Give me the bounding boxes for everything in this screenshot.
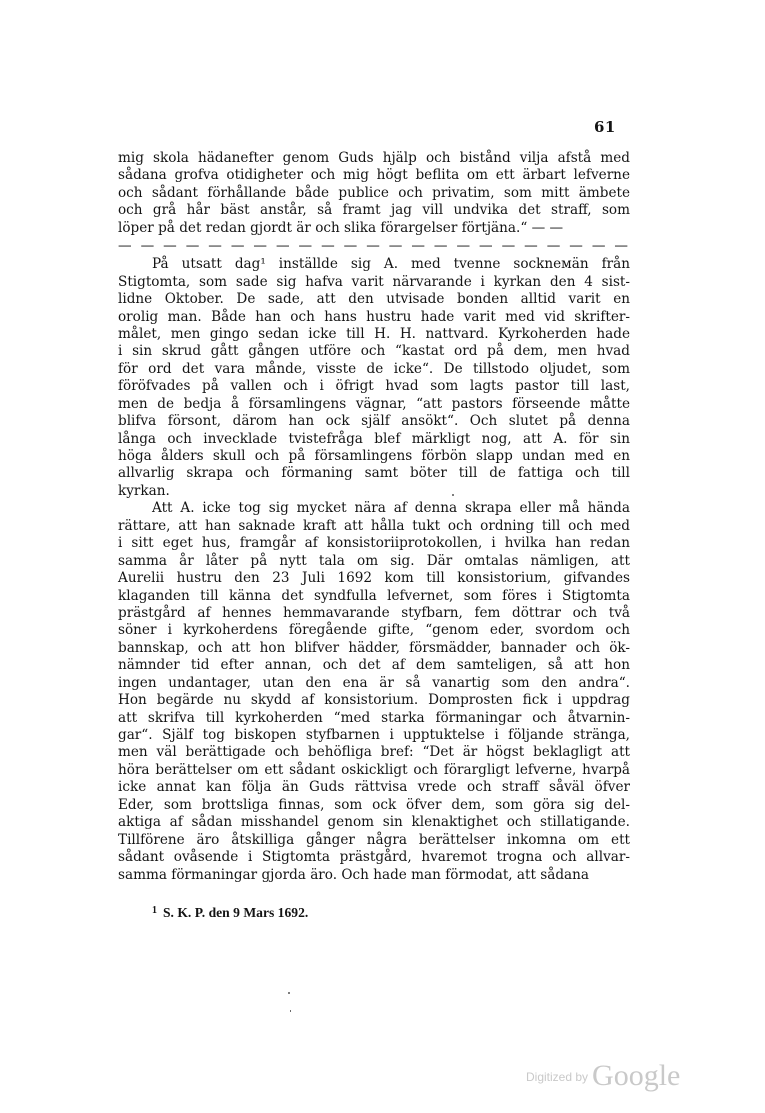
text-line: kyrkan. — [118, 482, 170, 499]
text-line: och grå hår bäst anstår, så framt jag vill undvika det straff, som — [118, 202, 630, 219]
body-text — [118, 150, 630, 884]
text-line: orolig man. Både han och hans hustru hade varit med vid skrifter- — [118, 308, 630, 325]
text-line: långa och invecklade tvistefråga blef märkligt nog, att A. för sin — [118, 430, 630, 447]
text-line: Att A. icke tog sig mycket nära af denna skrapa eller må hända — [152, 500, 630, 517]
text-line: att skrifva till kyrkoherden “med starka förmaningar och åtvarnin- — [118, 709, 630, 726]
text-line: På utsatt dag¹ inställde sig A. med tvenne sockneмän från — [152, 256, 630, 273]
text-line: söner i kyrkoherdens föregående gifte, “genom eder, svordom och — [118, 622, 630, 639]
text-line: allvarlig skrapa och förmaning samt böter till de fattiga och till — [118, 465, 630, 482]
text-line: nämnder tid efter annan, och det af dem samteligen, så att hon — [118, 657, 630, 674]
text-line: blifva försont, därom han ock själf ansökt“. Och slutet på denna — [118, 413, 630, 430]
text-line: föröfvades på vallen och i öfrigt hvad som lagts pastor till last, — [118, 378, 630, 395]
text-line: Aurelii hustru den 23 Juli 1692 kom till konsistorium, gifvandes — [118, 570, 630, 587]
scan-speck — [452, 494, 454, 496]
text-line: Eder, som brottsliga finnas, som ock öfver dem, som göra sig del- — [118, 796, 630, 813]
scan-speck — [290, 1010, 291, 1012]
watermark-prefix: Digitized by — [526, 1070, 589, 1084]
text-line: rättare, att han saknade kraft att hålla tukt och ordning till och med — [118, 517, 630, 534]
digitized-by-watermark — [526, 1059, 680, 1093]
text-line: samma förmaningar gjorda äro. Och hade man förmodat, att sådana — [118, 866, 590, 883]
text-line: klaganden till känna det syndfulla lefvernet, som föres i Stigtomta — [118, 587, 630, 604]
text-line: gar“. Själf tog biskopen styfbarnen i upptuktelse i följande stränga, — [118, 727, 630, 743]
text-line: löper på det redan gjordt är och slika förargelser förtjäna.“ — — — [118, 219, 564, 236]
text-line: samma år låter på nytt tala om sig. Där omtalas nämligen, att — [118, 552, 630, 569]
text-line: målet, men gingo sedan icke till H. H. nattvard. Kyrkoherden hade — [118, 325, 630, 342]
watermark-brand: Google — [592, 1059, 681, 1092]
text-line: Hon begärde nu skydd af konsistorium. Domprosten fick i uppdrag — [118, 692, 630, 709]
footnote-text: S. K. P. den 9 Mars 1692. — [163, 905, 309, 920]
text-line: lidne Oktober. De sade, att den utvisade bonden alltid varit en — [118, 291, 630, 308]
text-line: Stigtomta, som sade sig hafva varit närvarande i kyrkan den 4 sist- — [118, 273, 630, 290]
text-line: sådant ovåsende i Stigtomta prästgård, hvaremot trogna och allvar- — [118, 849, 630, 866]
text-line: men väl berättigade och behöfliga bref: “Det är högst beklagligt att — [118, 744, 630, 761]
text-line: ingen undantager, utan den ena är så vanartig som den andra“. — [118, 674, 630, 691]
text-line: mig skola hädanefter genom Guds hjälp och bistånd vilja afstå med — [118, 150, 630, 166]
text-line: men de bedja å församlingens vägnar, “att pastors förseende måtte — [118, 395, 630, 412]
text-line: icke annat kan följa än Guds rättvisa vrede och straff såväl öfver — [118, 779, 630, 796]
page-number: 61 — [594, 118, 616, 136]
text-line: i sin skrud gått gången utföre och “kastat ord på dem, men hvad — [118, 343, 630, 360]
text-line: höra berättelser om ett sådant oskickligt och förargligt lefverne, hvarpå — [118, 761, 630, 778]
text-line: för ord det vara månde, visste de icke“. De tillstodo oljudet, som — [118, 360, 630, 377]
text-line: höga ålders skull och på församlingens förbön slapp undan med en — [118, 448, 630, 464]
text-line: Tillförene äro åtskilliga gånger några berättelser inkomna om ett — [118, 831, 630, 848]
text-line: prästgård af hennes hemmavarande styfbarn, fem döttrar och två — [118, 604, 630, 621]
text-line: och sådant förhållande både publice och privatim, som mitt ämbete — [118, 184, 630, 201]
footnote — [152, 905, 308, 921]
text-line: sådana grofva otidigheter och mig högt beflita om ett ärbart lefverne — [118, 167, 630, 184]
text-line: aktiga af sådan misshandel genom sin klenaktighet och stillatigande. — [118, 814, 630, 831]
dash-separator: — — — — — — — — — — — — — — — — — — — — — — — — [118, 238, 630, 255]
text-line: bannskap, och att hon blifver hädder, försmädder, bannader och ök- — [118, 639, 630, 656]
scan-speck — [288, 992, 290, 994]
text-line: i sitt eget hus, framgår af konsistoriiprotokollen, i hvilka han redan — [118, 535, 630, 552]
footnote-mark: 1 — [152, 905, 157, 916]
